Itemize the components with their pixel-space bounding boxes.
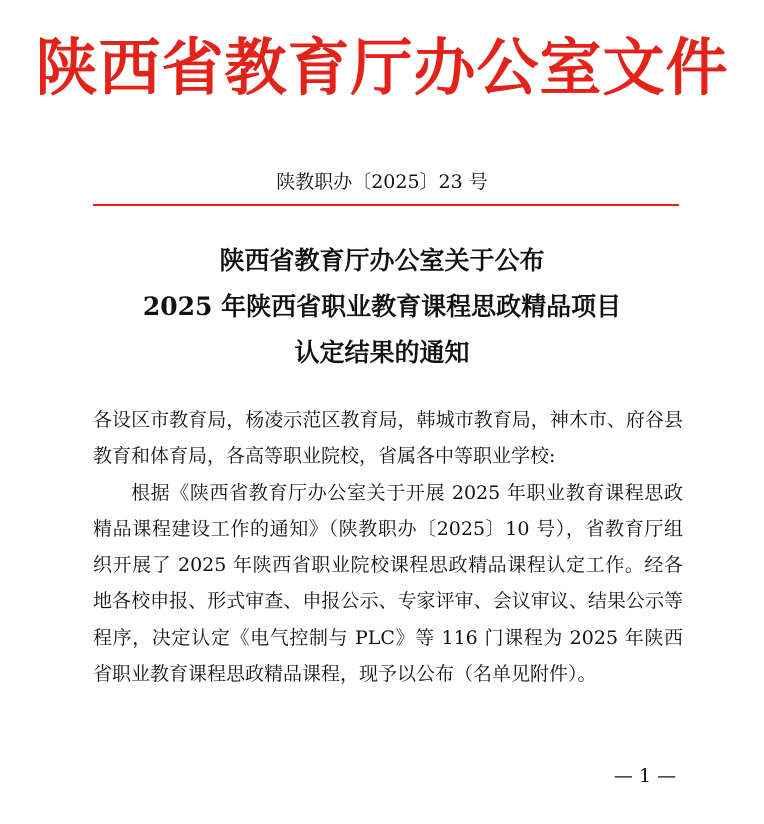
notice-title (0, 238, 764, 376)
body-paragraph: 根据《陕西省教育厅办公室关于开展 2025 年职业教育课程思政精品课程建设工作的通知》（陕教职办〔2025〕10 号），省教育厅组织开展了 2025 年陕西省职业院校课程思政精品课程认定工作。经各地各校申报、形式审查、申报公示、专家评审、会议审议、结果公示等程序，决定认定《电气控制与 PLC》等 116 门课程为 2025 年陕西省职业教育课程思政精品课程，现予以公布（名单见附件）。 (93, 481, 683, 686)
notice-title-line-3: 认定结果的通知 (294, 338, 470, 367)
document-header-title: 陕西省教育厅办公室文件 (35, 31, 729, 104)
notice-title-line-1: 陕西省教育厅办公室关于公布 (219, 246, 545, 275)
notice-title-line-2: 2025 年陕西省职业教育课程思政精品项目 (142, 292, 622, 321)
header-divider (93, 204, 679, 206)
salutation: 各设区市教育局，杨凌示范区教育局，韩城市教育局，神木市、府谷县教育和体育局，各高等职业院校，省属各中等职业学校: (93, 409, 683, 468)
page-number: — 1 — (613, 765, 677, 787)
notice-body (93, 402, 683, 692)
document-number: 陕教职办〔2025〕23 号 (276, 171, 488, 193)
